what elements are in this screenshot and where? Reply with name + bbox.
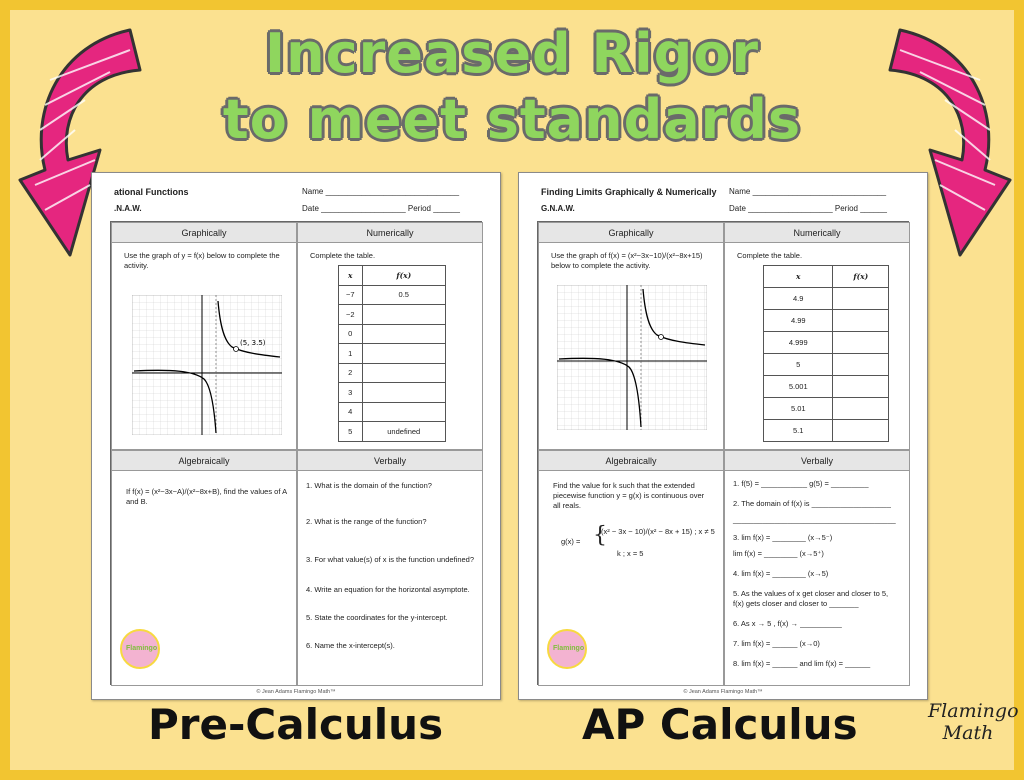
worksheet-title: ational Functions [114,187,189,197]
brand-line-2: Math [942,722,994,744]
name-line: Name ______________________________ [729,187,887,196]
pre-calculus-worksheet [91,172,501,700]
question-3b: lim f(x) = ________ (x→5⁺) [733,549,824,558]
table-cell[interactable]: undefined [362,422,446,442]
cell-instructions: Find the value for k such that the extended piecewise function y = g(x) is continuous over all reals. [553,481,705,510]
logo-text: Flamingo [126,645,158,652]
brand-line-1: Flamingo [928,700,1019,722]
table-cell[interactable] [833,310,889,332]
table-cell[interactable] [362,402,446,422]
cell-instructions: Use the graph of f(x) = (x²−3x−10)/(x²−8x+15) below to complete the activity. [551,251,703,270]
cell-heading: Numerically [298,223,482,243]
table-header-x: x [339,266,363,286]
verbally-cell [724,450,910,686]
table-row [764,332,889,354]
logo-text: Flamingo [553,645,585,652]
table-row [764,420,889,442]
table-row [339,383,446,403]
table-cell: 5.01 [764,398,833,420]
question-1: 1. What is the domain of the function? [306,481,432,490]
headline-line-2: to meet standards [222,88,802,151]
ap-calculus-worksheet [518,172,928,700]
limit-function-graph [557,285,707,430]
date-line: Date ___________________ Period ______ [302,204,460,213]
table-row [764,398,889,420]
table-row [339,344,446,364]
table-cell[interactable] [833,376,889,398]
cell-heading: Graphically [112,223,296,243]
numerically-cell [297,222,483,450]
graphically-cell [111,222,297,450]
question-5-cont: f(x) gets closer and closer to _______ [733,599,859,608]
table-cell: 4.999 [764,332,833,354]
verbally-cell [297,450,483,686]
flamingo-math-brand [928,700,1019,744]
cell-heading: Algebraically [539,451,723,471]
table-cell: 4 [339,402,363,422]
function-table [338,265,446,442]
table-cell[interactable] [362,383,446,403]
cell-heading: Graphically [539,223,723,243]
table-cell: 1 [339,344,363,364]
table-row [764,310,889,332]
worksheet-subtitle: G.N.A.W. [541,204,575,213]
table-cell[interactable] [362,363,446,383]
table-cell[interactable] [833,288,889,310]
table-cell: 5 [339,422,363,442]
table-cell: 5 [764,354,833,376]
question-3a: 3. lim f(x) = ________ (x→5⁻) [733,533,833,542]
cell-instructions: Use the graph of y = f(x) below to complete the activity. [124,251,280,270]
numerically-cell [724,222,910,450]
cell-heading: Verbally [298,451,482,471]
cell-heading: Verbally [725,451,909,471]
cell-heading: Numerically [725,223,909,243]
worksheet-subtitle: .N.A.W. [114,204,142,213]
question-5: 5. As the values of x get closer and closer to 5, [733,589,889,598]
table-row [764,354,889,376]
piecewise-brace: { [593,523,607,548]
question-2: 2. The domain of f(x) is ___________________ [733,499,891,508]
table-cell[interactable] [362,305,446,325]
copyright: © Jean Adams Flamingo Math™ [256,689,336,695]
table-row [764,288,889,310]
quadrant-grid [537,221,909,685]
worksheet-title: Finding Limits Graphically & Numerically [541,187,717,197]
question-5: 5. State the coordinates for the y-intercept. [306,613,448,622]
table-header-fx: f(x) [833,266,889,288]
question-7: 7. lim f(x) = ______ (x→0) [733,639,820,648]
question-3: 3. For what value(s) of x is the function undefined? [306,555,475,564]
question-4: 4. lim f(x) = ________ (x→5) [733,569,829,578]
copyright: © Jean Adams Flamingo Math™ [683,689,763,695]
rational-function-graph [132,295,282,435]
table-row [339,324,446,344]
graphically-cell [538,222,724,450]
table-cell[interactable] [833,420,889,442]
question-1: 1. f(5) = ___________ g(5) = _________ [733,479,869,488]
ap-calculus-label: AP Calculus [582,700,858,749]
table-cell: 0 [339,324,363,344]
flamingo-logo-icon [120,629,160,669]
cell-instructions: If f(x) = (x²−3x−A)/(x²−8x+B), find the values of A and B. [126,487,287,506]
question-2: 2. What is the range of the function? [306,517,427,526]
date-line: Date ___________________ Period ______ [729,204,887,213]
table-cell: 4.9 [764,288,833,310]
name-line: Name ______________________________ [302,187,460,196]
flamingo-logo-icon [547,629,587,669]
table-cell: −2 [339,305,363,325]
table-cell: 5.1 [764,420,833,442]
table-row [339,402,446,422]
table-cell: 4.99 [764,310,833,332]
table-row [339,422,446,442]
table-row [339,305,446,325]
cell-instructions: Complete the table. [737,251,803,260]
table-cell: 2 [339,363,363,383]
table-cell[interactable] [833,332,889,354]
algebraically-cell [111,450,297,686]
pre-calculus-label: Pre-Calculus [148,700,444,749]
table-cell: −7 [339,285,363,305]
function-table [763,265,889,442]
quadrant-grid [110,221,482,685]
table-cell[interactable]: 0.5 [362,285,446,305]
table-header-x: x [764,266,833,288]
piecewise-bottom: k ; x = 5 [617,549,644,558]
table-header-fx: f(x) [362,266,446,286]
cell-instructions: Complete the table. [310,251,376,260]
table-cell: 5.001 [764,376,833,398]
headline-line-1: Increased Rigor [265,22,759,85]
algebraically-cell [538,450,724,686]
question-2-line: _______________________________________ [733,515,896,524]
question-6: 6. As x → 5 , f(x) → __________ [733,619,842,628]
piecewise-lhs: g(x) = [561,537,581,546]
table-cell[interactable] [362,324,446,344]
cell-heading: Algebraically [112,451,296,471]
table-row [764,376,889,398]
point-label: (5, 3.5) [240,339,266,347]
table-cell[interactable] [833,398,889,420]
table-cell: 3 [339,383,363,403]
question-8: 8. lim f(x) = ______ and lim f(x) = ______ [733,659,871,668]
question-4: 4. Write an equation for the horizontal asymptote. [306,585,470,594]
piecewise-top: (x² − 3x − 10)/(x² − 8x + 15) ; x ≠ 5 [601,527,715,536]
table-cell[interactable] [833,354,889,376]
question-6: 6. Name the x-intercept(s). [306,641,395,650]
table-row [339,285,446,305]
table-cell[interactable] [362,344,446,364]
table-row [339,363,446,383]
